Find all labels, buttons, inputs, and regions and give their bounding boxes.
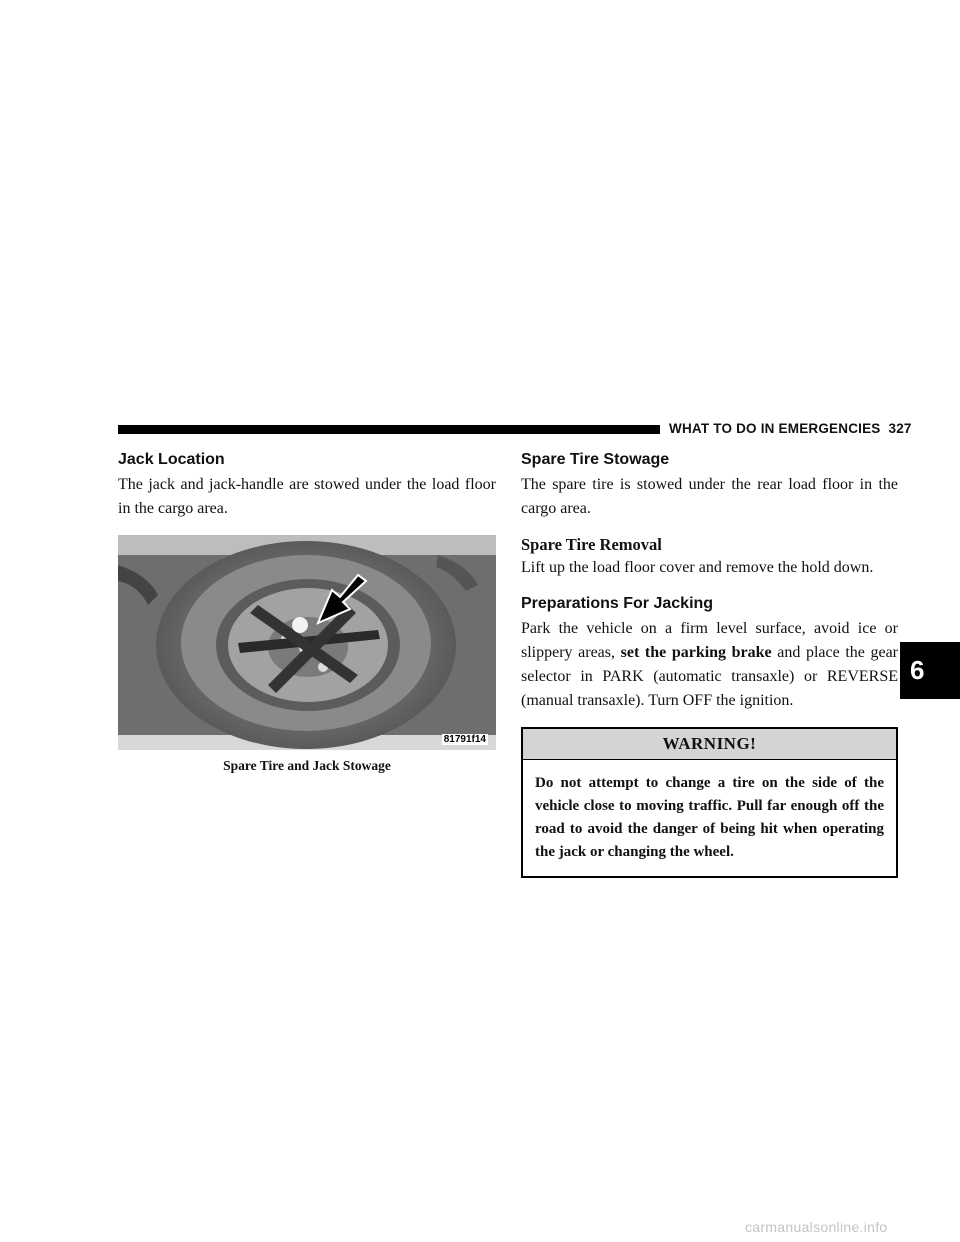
preparations-paragraph [521, 617, 898, 713]
right-column [521, 450, 898, 878]
warning-text: Do not attempt to change a tire on the side of the vehicle close to moving traffic. Pull far enough off the road to avoid the danger of being hit when operating the jack or changing the wheel. [535, 775, 884, 860]
figure-code: 81791f14 [443, 734, 486, 745]
warning-box [521, 727, 898, 878]
header-rule [118, 425, 660, 434]
spare-tire-illustration [118, 535, 496, 750]
running-header [669, 421, 912, 436]
parking-brake-emphasis: set the parking brake [620, 644, 772, 661]
page-number: 327 [888, 421, 912, 436]
spare-tire-stowage-paragraph: The spare tire is stowed under the rear load floor in the cargo area. [521, 476, 898, 517]
preparations-text-1: Park the vehicle on a firm level surface, avoid ice or slippery areas, [521, 620, 898, 661]
spare-tire-photo [118, 535, 496, 750]
left-column [118, 450, 496, 774]
spare-tire-removal-paragraph: Lift up the load floor cover and remove the hold down. [521, 559, 874, 576]
jack-location-paragraph: The jack and jack-handle are stowed under the load floor in the cargo area. [118, 476, 496, 517]
jack-location-heading: Jack Location [118, 451, 225, 468]
warning-title: WARNING! [523, 729, 896, 760]
figure-caption: Spare Tire and Jack Stowage [223, 758, 391, 773]
chapter-tab: 6 [900, 642, 960, 699]
spare-tire-removal-heading: Spare Tire Removal [521, 535, 662, 554]
section-title: WHAT TO DO IN EMERGENCIES [669, 421, 881, 436]
preparations-text-2: and place the gear selector in PARK (automatic transaxle) or REVERSE (manual transaxle). Turn OFF the ignition. [521, 644, 899, 709]
watermark: carmanualsonline.info [745, 1219, 888, 1235]
preparations-heading: Preparations For Jacking [521, 595, 714, 612]
spare-tire-stowage-heading: Spare Tire Stowage [521, 451, 670, 468]
